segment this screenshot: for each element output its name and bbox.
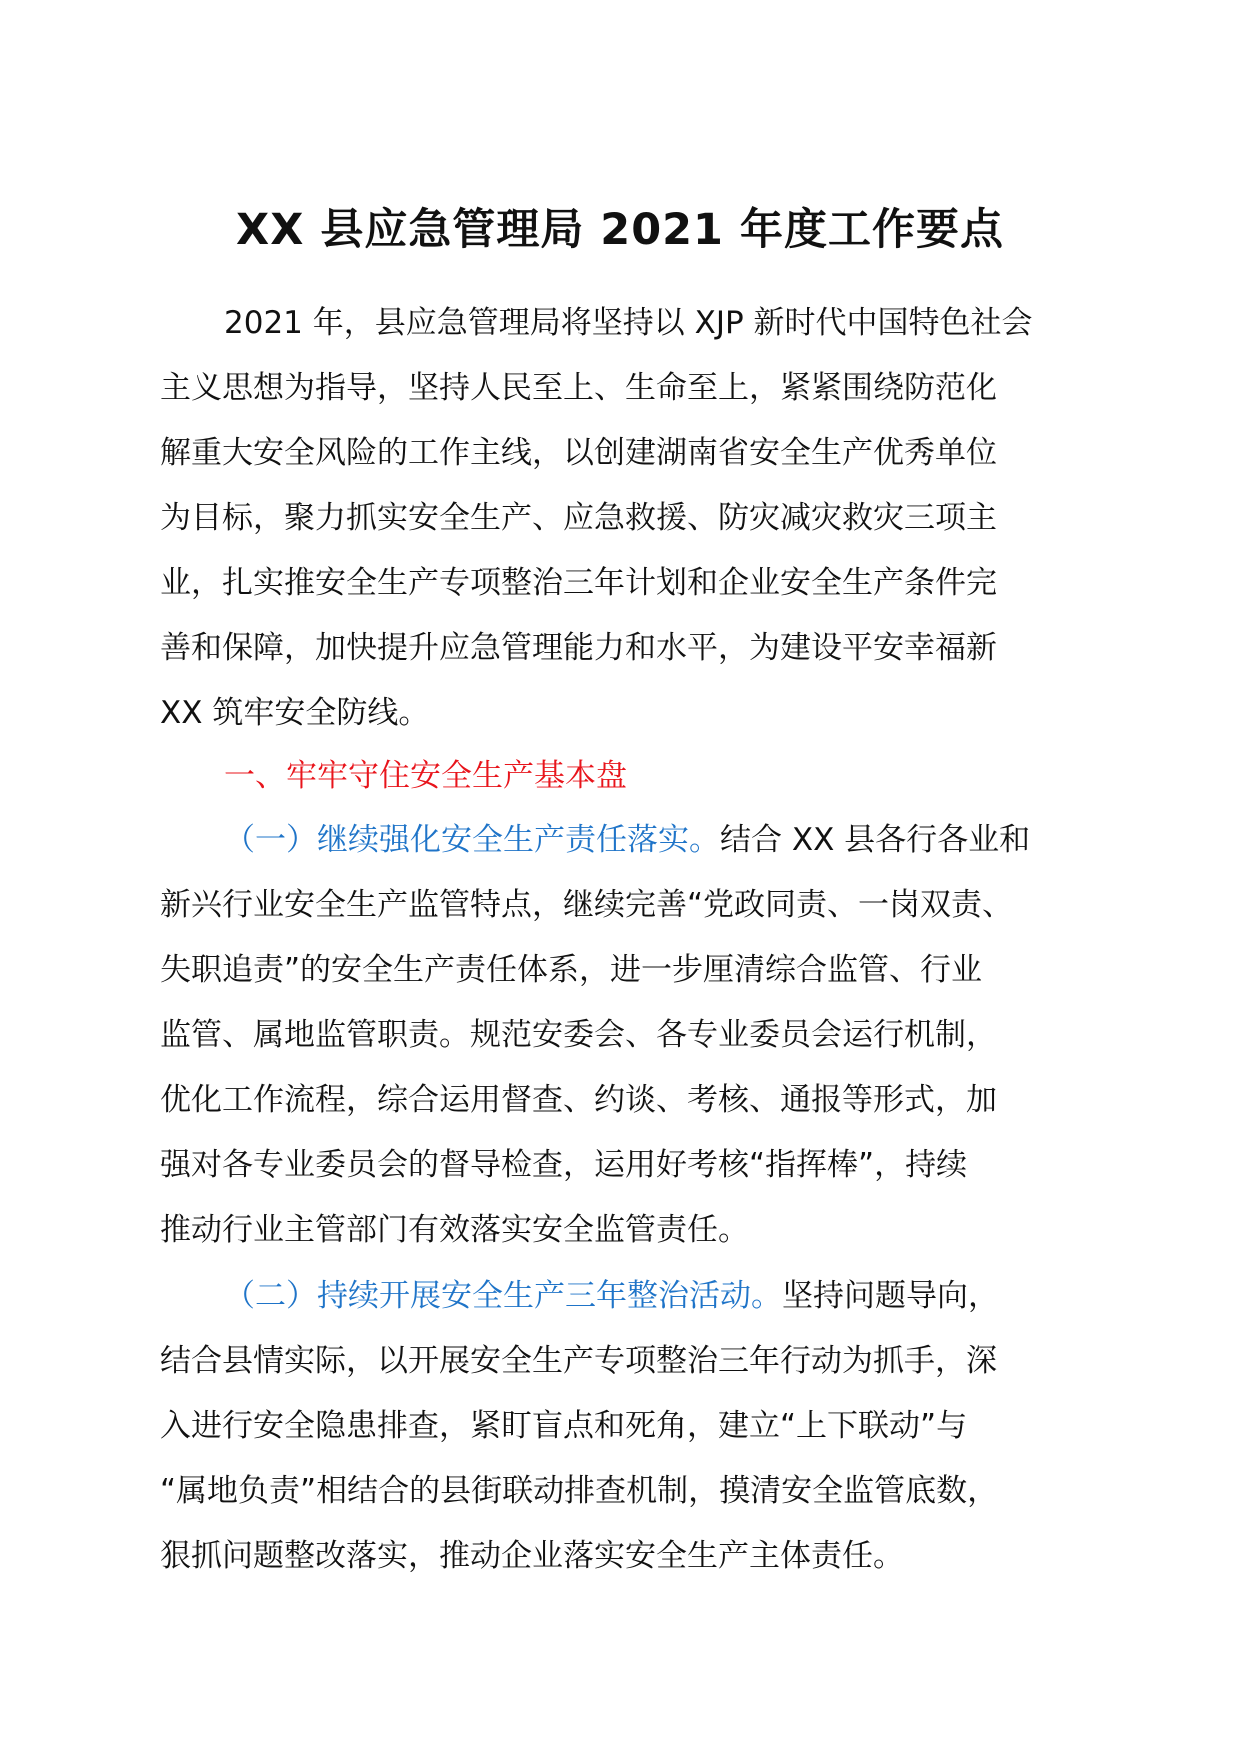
item-1-first-line — [160, 808, 1120, 873]
item-2-line: 狠抓问题整改落实，推动企业落实安全生产主体责任。 — [160, 1538, 904, 1574]
intro-line: 善和保障，加快提升应急管理能力和水平，为建设平安幸福新 — [160, 630, 997, 666]
item-2-line: “属地负责”相结合的县街联动排查机制，摸清安全监管底数， — [160, 1473, 999, 1509]
item-1-paragraph — [160, 808, 1120, 1263]
item-1-line: 强对各专业委员会的督导检查，运用好考核“指挥棒”，持续 — [160, 1147, 968, 1183]
intro-line: 为目标，聚力抓实安全生产、应急救援、防灾减灾救灾三项主 — [160, 500, 997, 536]
intro-line: 业，扎实推安全生产专项整治三年计划和企业安全生产条件完 — [160, 565, 997, 601]
intro-line: 主义思想为指导，坚持人民至上、生命至上，紧紧围绕防范化 — [160, 370, 997, 406]
intro-paragraph — [160, 291, 1120, 746]
item-1-line: 新兴行业安全生产监管特点，继续完善“党政同责、一岗双责、 — [160, 887, 1014, 923]
item-2-line: 结合县情实际，以开展安全生产专项整治三年行动为抓手，深 — [160, 1343, 997, 1379]
item-2-first-line — [160, 1264, 1120, 1329]
item-1-line: 监管、属地监管职责。规范安委会、各专业委员会运行机制， — [160, 1017, 997, 1053]
item-2-first-line-rest: 坚持问题导向， — [782, 1278, 999, 1314]
document-page — [160, 0, 1120, 1754]
intro-line: 2021 年，县应急管理局将坚持以 XJP 新时代中国特色社会 — [224, 305, 1033, 341]
section-heading — [160, 744, 1120, 809]
item-2-line: 入进行安全隐患排查，紧盯盲点和死角，建立“上下联动”与 — [160, 1408, 968, 1444]
item-2-heading: （二）持续开展安全生产三年整治活动。 — [224, 1278, 782, 1314]
document-title: XX 县应急管理局 2021 年度工作要点 — [236, 205, 1004, 255]
intro-line: 解重大安全风险的工作主线，以创建湖南省安全生产优秀单位 — [160, 435, 997, 471]
item-1-heading: （一）继续强化安全生产责任落实。 — [224, 822, 720, 858]
item-1-first-line-rest: 结合 XX 县各行各业和 — [720, 822, 1031, 858]
item-1-line: 失职追责”的安全生产责任体系，进一步厘清综合监管、行业 — [160, 952, 983, 988]
section-heading-text: 一、牢牢守住安全生产基本盘 — [224, 758, 627, 794]
item-1-line: 推动行业主管部门有效落实安全监管责任。 — [160, 1212, 749, 1248]
item-1-line: 优化工作流程，综合运用督查、约谈、考核、通报等形式，加 — [160, 1082, 997, 1118]
intro-line: XX 筑牢安全防线。 — [160, 695, 430, 731]
item-2-paragraph — [160, 1264, 1120, 1589]
